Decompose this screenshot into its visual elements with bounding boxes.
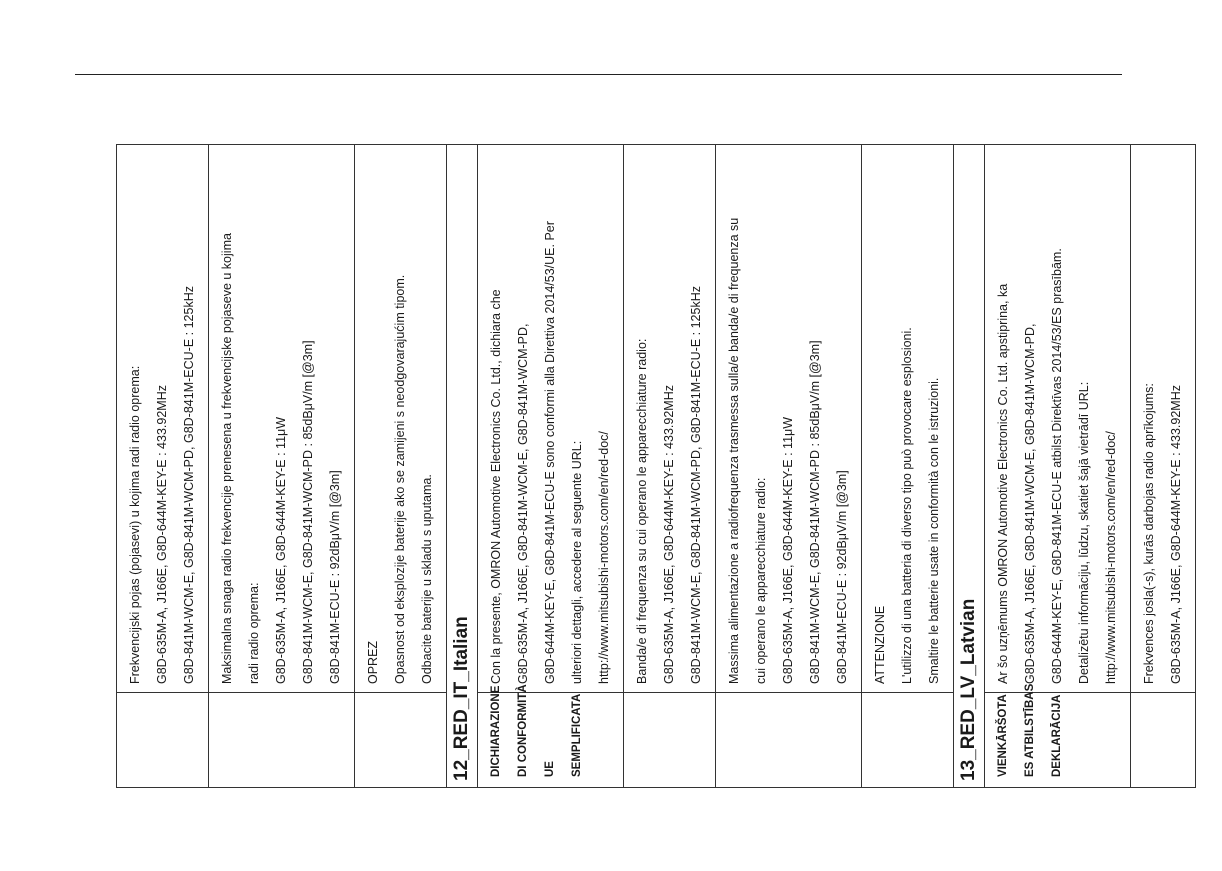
row-label-cell — [985, 683, 1131, 788]
content-line: ATTENZIONE — [873, 605, 887, 684]
content-line: L'utilizzo di una batteria di diverso tipo può provocare esplosioni. — [900, 327, 914, 684]
content-line: G8D-635M-A, J166E, G8D-644M-KEY-E : 11μW — [274, 416, 288, 684]
content-line: G8D-841M-WCM-E, G8D-841M-WCM-PD, G8D-841M-ECU-E : 125kHz — [689, 286, 703, 684]
table-row — [117, 145, 209, 788]
section-header: 12_RED_IT_Italian — [447, 145, 478, 788]
row-content-cell — [624, 145, 716, 693]
table-row — [355, 145, 447, 788]
row-label-line: SEMPLIFICATA — [571, 693, 583, 777]
content-line: Ar šo uzņēmums OMRON Automotive Electronics Co. Ltd. apstiprina, ka — [996, 283, 1010, 684]
content-line: http://www.mitsubishi-motors.com/en/red-doc/ — [1104, 431, 1118, 684]
table-row — [862, 145, 954, 788]
content-line: cui operano le apparecchiature radio: — [754, 477, 768, 684]
section-header-row — [954, 145, 985, 788]
content-line: G8D-635M-A, J166E, G8D-644M-KEY-E : 11μW — [781, 416, 795, 684]
content-line: Frekvences josla(-s), kurās darbojas radio aprīkojums: — [1142, 383, 1156, 684]
top-rule — [75, 74, 1122, 75]
content-line: OPREZ — [366, 640, 380, 684]
content-line: Smaltire le batterie usate in conformità con le istruzioni. — [927, 377, 941, 684]
table-row — [478, 145, 624, 788]
content-line: G8D-644M-KEY-E, G8D-841M-ECU-E sono conformi alla Direttiva 2014/53/UE. Per — [543, 221, 557, 684]
content-line: Massima alimentazione a radiofrequenza trasmessa sulla/e banda/e di frequenza su — [727, 217, 741, 684]
row-content-cell — [716, 145, 862, 693]
content-line: http://www.mitsubishi-motors.com/en/red-doc/ — [597, 431, 611, 684]
content-line: Con la presente, OMRON Automotive Electronics Co. Ltd., dichiara che — [489, 289, 503, 684]
row-label-cell — [716, 693, 862, 788]
table-row — [985, 145, 1131, 788]
content-line: radi radio oprema: — [247, 582, 261, 684]
content-line: G8D-644M-KEY-E, G8D-841M-ECU-E atbilst Direktīvas 2014/53/ES prasībām. — [1050, 248, 1064, 684]
row-label-cell — [209, 693, 355, 788]
row-label-cell — [355, 693, 447, 788]
row-content-cell — [1131, 145, 1196, 693]
table-row — [1131, 145, 1196, 788]
row-label-cell — [117, 693, 209, 788]
row-label-line: VIENKĀRŠOTA — [997, 694, 1009, 777]
row-content-cell — [985, 145, 1131, 693]
row-content-cell — [862, 145, 954, 693]
content-line: G8D-635M-A, J166E, G8D-644M-KEY-E : 433.92MHz — [1169, 385, 1183, 684]
row-label-line: ES ATBILSTĪBAS — [1024, 683, 1036, 777]
section-header: 13_RED_LV_Latvian — [954, 145, 985, 788]
content-line: G8D-635M-A, J166E, G8D-644M-KEY-E : 433.92MHz — [662, 385, 676, 684]
declaration-table-body — [117, 145, 1196, 788]
declaration-table — [116, 144, 1196, 788]
row-label-line: DICHIARAZIONE — [490, 685, 502, 777]
content-line: G8D-635M-A, J166E, G8D-841M-WCM-E, G8D-841M-WCM-PD, — [1023, 323, 1037, 684]
section-header-row — [447, 145, 478, 788]
content-line: Maksimalna snaga radio frekvencije prenesena u frekvencijske pojaseve u kojima — [220, 233, 234, 684]
row-label-line: DI CONFORMITÀ — [517, 684, 529, 777]
row-content-cell — [355, 145, 447, 693]
row-label-line: DEKLARĀCIJA — [1051, 694, 1063, 777]
content-line: Detalizētu informāciju, lūdzu, skatiet šajā vietrādī URL: — [1077, 381, 1091, 684]
document-table-frame — [116, 144, 1183, 788]
rotated-table-container — [116, 144, 1183, 788]
content-line: Opasnost od eksplozije baterije ako se zamijeni s neodgovarajućim tipom. — [393, 274, 407, 684]
content-line: Odbacite baterije u skladu s uputama. — [420, 474, 434, 684]
row-label-cell — [1131, 693, 1196, 788]
content-line: G8D-841M-WCM-E, G8D-841M-WCM-PD : 85dBμV/m [@3m] — [808, 340, 822, 684]
row-content-cell — [117, 145, 209, 693]
row-label-cell — [624, 693, 716, 788]
content-line: G8D-841M-ECU-E : 92dBμV/m [@3m] — [835, 470, 849, 684]
content-line: Frekvencijski pojas (pojasevi) u kojima radi radio oprema: — [128, 365, 142, 684]
row-label-cell — [862, 693, 954, 788]
content-line: G8D-841M-ECU-E : 92dBμV/m [@3m] — [328, 470, 342, 684]
table-row — [624, 145, 716, 788]
content-line: G8D-635M-A, J166E, G8D-644M-KEY-E : 433.92MHz — [155, 385, 169, 684]
content-line: G8D-841M-WCM-E, G8D-841M-WCM-PD, G8D-841M-ECU-E : 125kHz — [182, 286, 196, 684]
content-line: ulteriori dettagli, accedere al seguente URL: — [570, 440, 584, 684]
table-row — [716, 145, 862, 788]
row-content-cell — [478, 145, 624, 693]
content-line: Banda/e di frequenza su cui operano le apparecchiature radio: — [635, 338, 649, 684]
row-content-cell — [209, 145, 355, 693]
content-line: G8D-635M-A, J166E, G8D-841M-WCM-E, G8D-841M-WCM-PD, — [516, 323, 530, 684]
row-label-line: UE — [544, 761, 556, 777]
content-line: G8D-841M-WCM-E, G8D-841M-WCM-PD : 85dBμV/m [@3m] — [301, 340, 315, 684]
table-row — [209, 145, 355, 788]
row-label-cell — [478, 684, 624, 788]
